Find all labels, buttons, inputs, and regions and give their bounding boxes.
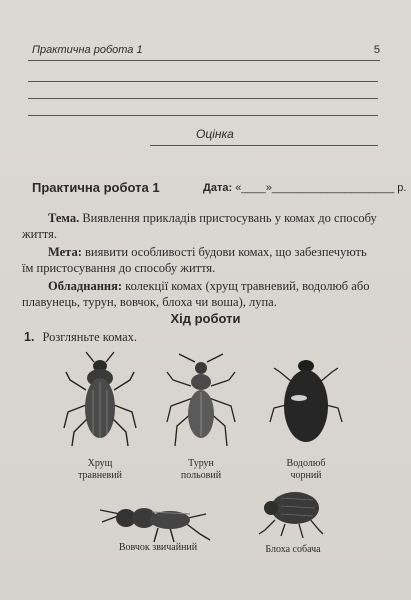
grade-line xyxy=(150,145,378,146)
ground-beetle-icon xyxy=(163,352,239,452)
date-label: Дата: xyxy=(203,182,233,194)
running-title: Практична робота 1 xyxy=(32,44,143,56)
water-beetle-icon xyxy=(268,352,344,452)
date-field xyxy=(203,182,406,194)
answer-line xyxy=(28,81,378,82)
caption-flea: Блоха собача xyxy=(265,544,321,555)
equipment-paragraph xyxy=(22,278,380,310)
goal-label: Мета: xyxy=(48,245,82,259)
caption-cockchafer: Хрущ травневий xyxy=(78,458,122,481)
caption-cricket: Вовчок звичайний xyxy=(118,542,198,553)
answer-line xyxy=(28,115,378,116)
theme-text: Виявлення прикладів пристосувань у комах до способу життя. xyxy=(22,211,377,241)
page-number: 5 xyxy=(373,44,380,56)
cricket-icon xyxy=(98,498,216,544)
task-text: Розгляньте комах. xyxy=(42,330,137,344)
goal-paragraph xyxy=(22,244,380,276)
task-number: 1. xyxy=(24,330,35,344)
equipment-label: Обладнання: xyxy=(48,279,123,293)
equipment-text: колекції комах (хрущ травневий, водолюб або плавунець, турун, вовчок, блоха чи воша), лупа. xyxy=(22,279,370,309)
procedure-heading: Хід роботи xyxy=(170,311,241,326)
task-1 xyxy=(24,330,137,345)
running-header xyxy=(28,44,380,61)
theme-paragraph xyxy=(22,210,380,242)
answer-line xyxy=(28,98,378,99)
work-title: Практична робота 1 xyxy=(32,180,160,195)
cockchafer-beetle-icon xyxy=(60,350,140,450)
flea-icon xyxy=(255,486,325,540)
theme-label: Тема. xyxy=(48,211,80,225)
caption-ground-beetle: Турун польовий xyxy=(180,458,222,481)
caption-water-beetle: Водолюб чорний xyxy=(286,458,326,481)
goal-text: виявити особливості будови комах, що забезпечують їм пристосування до способу життя. xyxy=(22,245,367,275)
grade-label: Оцінка xyxy=(196,127,234,141)
date-blank: «____»____________________ р. xyxy=(235,182,407,194)
